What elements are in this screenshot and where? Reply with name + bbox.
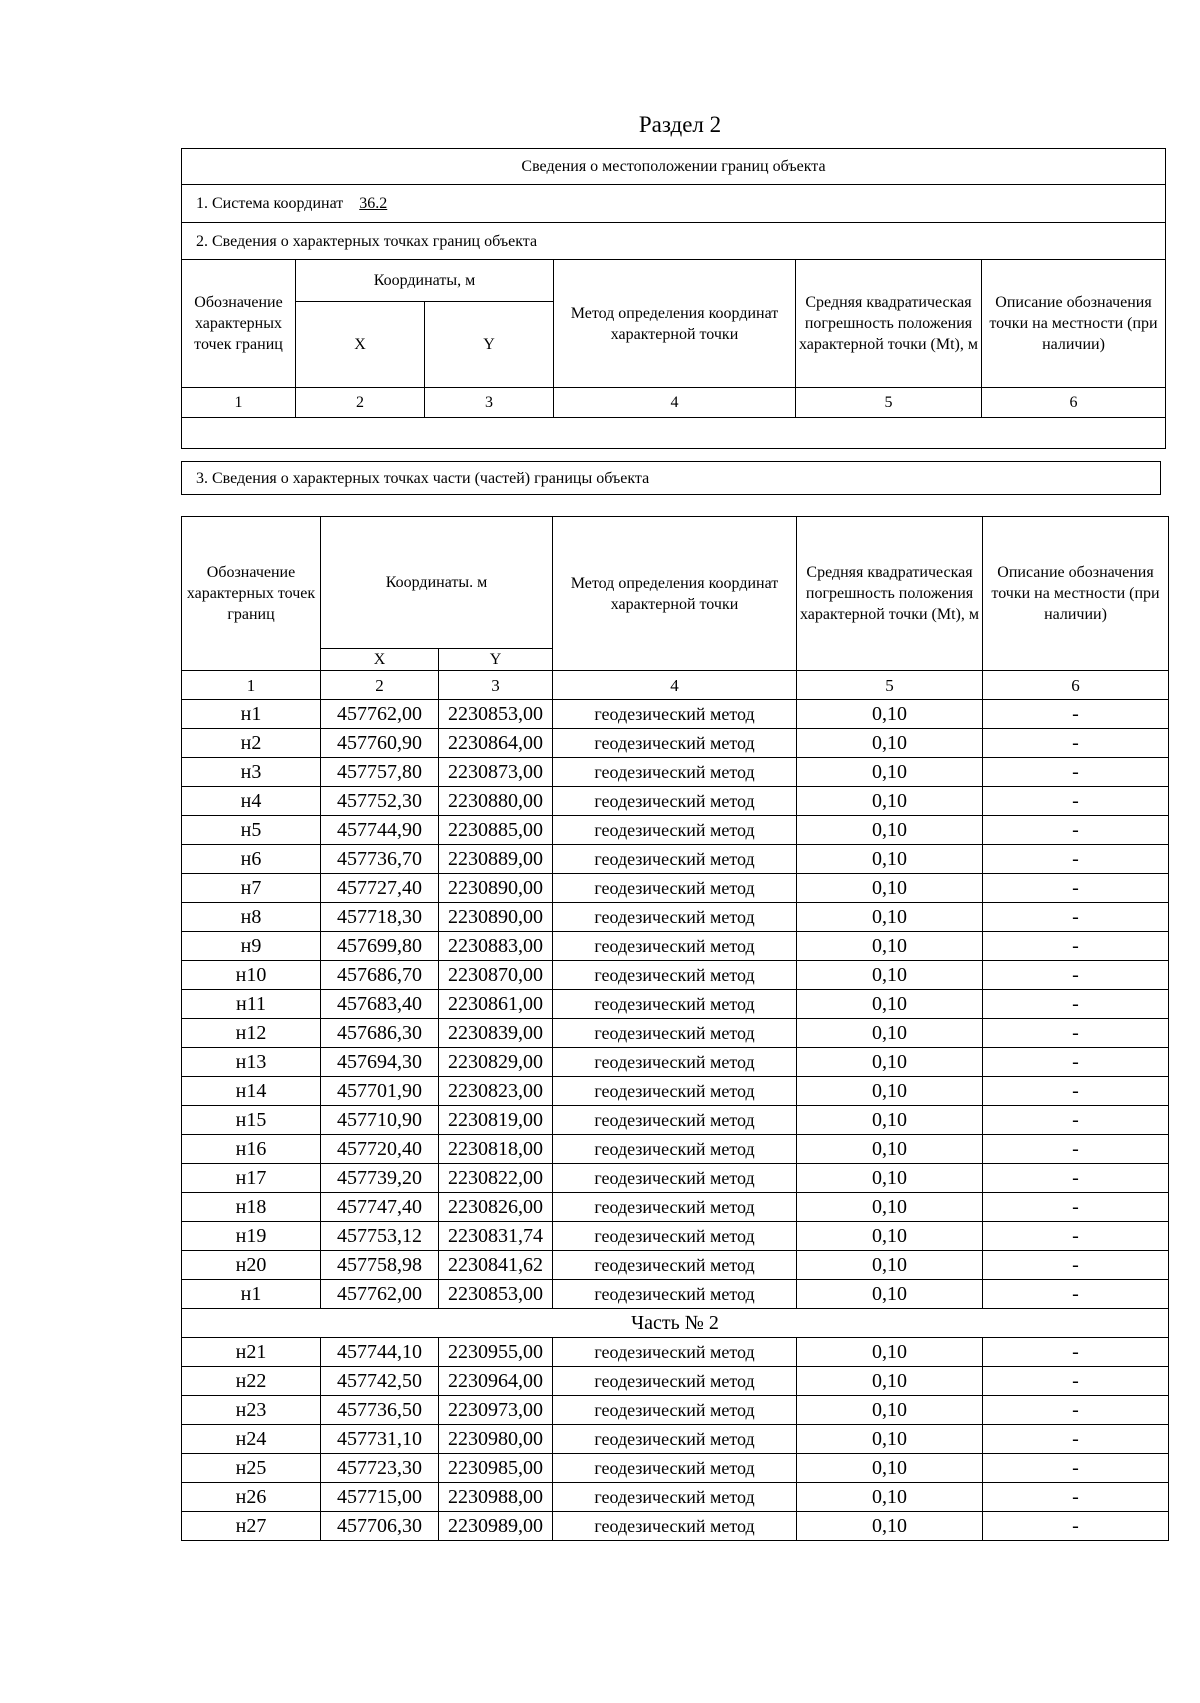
point-designation: н27 xyxy=(182,1512,321,1541)
header-description: Описание обозначения точки на местности (при наличии) xyxy=(983,517,1169,671)
point-designation: н17 xyxy=(182,1164,321,1193)
point-designation: н1 xyxy=(182,1280,321,1309)
error-value: 0,10 xyxy=(797,932,983,961)
table-row xyxy=(182,1483,1169,1512)
method: геодезический метод xyxy=(553,1425,797,1454)
error-value: 0,10 xyxy=(797,903,983,932)
point-designation: н19 xyxy=(182,1222,321,1251)
error-value: 0,10 xyxy=(797,1280,983,1309)
coord-x: 457731,10 xyxy=(321,1425,439,1454)
method: геодезический метод xyxy=(553,1280,797,1309)
description: - xyxy=(983,1048,1169,1077)
point-designation: н6 xyxy=(182,845,321,874)
table-row xyxy=(182,729,1169,758)
coord-x: 457686,30 xyxy=(321,1019,439,1048)
description: - xyxy=(983,1396,1169,1425)
point-designation: н23 xyxy=(182,1396,321,1425)
table-row xyxy=(182,1425,1169,1454)
coord-x: 457736,50 xyxy=(321,1396,439,1425)
coord-y: 2230823,00 xyxy=(439,1077,553,1106)
method: геодезический метод xyxy=(553,932,797,961)
point-designation: н13 xyxy=(182,1048,321,1077)
point-designation: н8 xyxy=(182,903,321,932)
description: - xyxy=(983,845,1169,874)
part-title: Часть № 2 xyxy=(182,1309,1169,1338)
coord-x: 457758,98 xyxy=(321,1251,439,1280)
description: - xyxy=(983,1164,1169,1193)
description: - xyxy=(983,1338,1169,1367)
error-value: 0,10 xyxy=(797,1106,983,1135)
coord-y: 2230819,00 xyxy=(439,1106,553,1135)
description: - xyxy=(983,1222,1169,1251)
point-designation: н25 xyxy=(182,1454,321,1483)
coordinate-system-value: 36.2 xyxy=(359,195,388,212)
coord-x: 457699,80 xyxy=(321,932,439,961)
boundary-location-table xyxy=(181,148,1166,449)
empty-row xyxy=(182,418,1166,449)
header-designation: Обозначение характерных точек границ xyxy=(182,517,321,671)
method: геодезический метод xyxy=(553,1135,797,1164)
table-row xyxy=(182,874,1169,903)
coord-x: 457710,90 xyxy=(321,1106,439,1135)
method: геодезический метод xyxy=(553,1396,797,1425)
col-number: 3 xyxy=(439,671,553,700)
description: - xyxy=(983,700,1169,729)
description: - xyxy=(983,1454,1169,1483)
table-row xyxy=(182,1135,1169,1164)
method: геодезический метод xyxy=(553,1454,797,1483)
header-x: X xyxy=(321,649,439,671)
description: - xyxy=(983,1512,1169,1541)
description: - xyxy=(983,1483,1169,1512)
method: геодезический метод xyxy=(553,990,797,1019)
col-number: 1 xyxy=(182,671,321,700)
error-value: 0,10 xyxy=(797,1135,983,1164)
table-row xyxy=(182,700,1169,729)
coord-x: 457762,00 xyxy=(321,1280,439,1309)
error-value: 0,10 xyxy=(797,729,983,758)
error-value: 0,10 xyxy=(797,961,983,990)
col-number: 6 xyxy=(983,671,1169,700)
method: геодезический метод xyxy=(553,729,797,758)
table-row xyxy=(182,903,1169,932)
description: - xyxy=(983,1019,1169,1048)
coord-x: 457742,50 xyxy=(321,1367,439,1396)
header-error: Средняя квадратическая погрешность положения характерной точки (Mt), м xyxy=(796,260,982,388)
coord-x: 457747,40 xyxy=(321,1193,439,1222)
error-value: 0,10 xyxy=(797,1338,983,1367)
header-error: Средняя квадратическая погрешность положения характерной точки (Mt), м xyxy=(797,517,983,671)
method: геодезический метод xyxy=(553,1019,797,1048)
method: геодезический метод xyxy=(553,961,797,990)
header-y: Y xyxy=(425,302,554,388)
table-row xyxy=(182,1338,1169,1367)
coord-y: 2230826,00 xyxy=(439,1193,553,1222)
header-description: Описание обозначения точки на местности (при наличии) xyxy=(982,260,1166,388)
table-row xyxy=(182,1193,1169,1222)
coord-x: 457744,10 xyxy=(321,1338,439,1367)
error-value: 0,10 xyxy=(797,1512,983,1541)
coord-x: 457723,30 xyxy=(321,1454,439,1483)
table-row xyxy=(182,1106,1169,1135)
coord-x: 457760,90 xyxy=(321,729,439,758)
coord-y: 2230853,00 xyxy=(439,1280,553,1309)
section-title xyxy=(0,112,1200,138)
coord-y: 2230955,00 xyxy=(439,1338,553,1367)
description: - xyxy=(983,874,1169,903)
coord-y: 2230829,00 xyxy=(439,1048,553,1077)
coord-y: 2230889,00 xyxy=(439,845,553,874)
table-row xyxy=(182,787,1169,816)
method: геодезический метод xyxy=(553,816,797,845)
point-designation: н3 xyxy=(182,758,321,787)
col-number: 5 xyxy=(796,388,982,418)
table-row xyxy=(182,1280,1169,1309)
coord-x: 457706,30 xyxy=(321,1512,439,1541)
error-value: 0,10 xyxy=(797,1077,983,1106)
point-designation: н20 xyxy=(182,1251,321,1280)
error-value: 0,10 xyxy=(797,1048,983,1077)
coord-y: 2230873,00 xyxy=(439,758,553,787)
method: геодезический метод xyxy=(553,903,797,932)
method: геодезический метод xyxy=(553,845,797,874)
col-number: 5 xyxy=(797,671,983,700)
part-points-heading: 3. Сведения о характерных точках части (частей) границы объекта xyxy=(181,461,1161,495)
col-number: 4 xyxy=(553,671,797,700)
table-row xyxy=(182,1367,1169,1396)
coord-x: 457752,30 xyxy=(321,787,439,816)
coord-x: 457683,40 xyxy=(321,990,439,1019)
coord-y: 2230883,00 xyxy=(439,932,553,961)
coord-y: 2230973,00 xyxy=(439,1396,553,1425)
error-value: 0,10 xyxy=(797,874,983,903)
coord-y: 2230980,00 xyxy=(439,1425,553,1454)
method: геодезический метод xyxy=(553,1164,797,1193)
coord-y: 2230818,00 xyxy=(439,1135,553,1164)
coordinate-system-label: 1. Система координат xyxy=(196,195,344,212)
table-row xyxy=(182,1454,1169,1483)
description: - xyxy=(983,1193,1169,1222)
method: геодезический метод xyxy=(553,1193,797,1222)
coord-x: 457739,20 xyxy=(321,1164,439,1193)
header-designation: Обозначение характерных точек границ xyxy=(182,260,296,388)
coord-y: 2230985,00 xyxy=(439,1454,553,1483)
point-designation: н24 xyxy=(182,1425,321,1454)
header-y: Y xyxy=(439,649,553,671)
coord-x: 457720,40 xyxy=(321,1135,439,1164)
part-points-rows xyxy=(182,700,1169,1541)
coord-x: 457744,90 xyxy=(321,816,439,845)
description: - xyxy=(983,1367,1169,1396)
coord-y: 2230831,74 xyxy=(439,1222,553,1251)
error-value: 0,10 xyxy=(797,1396,983,1425)
error-value: 0,10 xyxy=(797,845,983,874)
method: геодезический метод xyxy=(553,1251,797,1280)
coord-x: 457686,70 xyxy=(321,961,439,990)
description: - xyxy=(983,787,1169,816)
point-designation: н10 xyxy=(182,961,321,990)
method: геодезический метод xyxy=(553,1338,797,1367)
coord-y: 2230822,00 xyxy=(439,1164,553,1193)
coord-x: 457757,80 xyxy=(321,758,439,787)
point-designation: н16 xyxy=(182,1135,321,1164)
description: - xyxy=(983,1135,1169,1164)
error-value: 0,10 xyxy=(797,1367,983,1396)
error-value: 0,10 xyxy=(797,1425,983,1454)
table-row xyxy=(182,816,1169,845)
description: - xyxy=(983,758,1169,787)
description: - xyxy=(983,1106,1169,1135)
col-number: 2 xyxy=(296,388,425,418)
coord-x: 457736,70 xyxy=(321,845,439,874)
error-value: 0,10 xyxy=(797,1251,983,1280)
col-number: 1 xyxy=(182,388,296,418)
table-row xyxy=(182,961,1169,990)
coord-y: 2230853,00 xyxy=(439,700,553,729)
point-designation: н22 xyxy=(182,1367,321,1396)
section-title-text: Раздел 2 xyxy=(638,112,722,137)
point-designation: н2 xyxy=(182,729,321,758)
point-designation: н1 xyxy=(182,700,321,729)
coord-x: 457701,90 xyxy=(321,1077,439,1106)
coordinate-system-row xyxy=(182,185,1166,223)
method: геодезический метод xyxy=(553,874,797,903)
boundary-location-heading: Сведения о местоположении границ объекта xyxy=(182,149,1166,185)
table-row xyxy=(182,1164,1169,1193)
error-value: 0,10 xyxy=(797,816,983,845)
header-coordinates: Координаты. м xyxy=(321,517,553,649)
description: - xyxy=(983,1251,1169,1280)
header-x: X xyxy=(296,302,425,388)
coord-y: 2230964,00 xyxy=(439,1367,553,1396)
point-designation: н4 xyxy=(182,787,321,816)
part-title-row xyxy=(182,1309,1169,1338)
point-designation: н14 xyxy=(182,1077,321,1106)
coord-y: 2230885,00 xyxy=(439,816,553,845)
coord-x: 457715,00 xyxy=(321,1483,439,1512)
table-row xyxy=(182,932,1169,961)
point-designation: н7 xyxy=(182,874,321,903)
point-designation: н5 xyxy=(182,816,321,845)
method: геодезический метод xyxy=(553,787,797,816)
header-method: Метод определения координат характерной точки xyxy=(553,517,797,671)
description: - xyxy=(983,1425,1169,1454)
col-number: 4 xyxy=(554,388,796,418)
point-designation: н26 xyxy=(182,1483,321,1512)
table-row xyxy=(182,1077,1169,1106)
point-designation: н11 xyxy=(182,990,321,1019)
coord-y: 2230870,00 xyxy=(439,961,553,990)
point-designation: н18 xyxy=(182,1193,321,1222)
coord-y: 2230988,00 xyxy=(439,1483,553,1512)
part-points-table xyxy=(181,516,1169,1541)
table-row xyxy=(182,1222,1169,1251)
description: - xyxy=(983,961,1169,990)
coord-y: 2230864,00 xyxy=(439,729,553,758)
method: геодезический метод xyxy=(553,1483,797,1512)
table-row xyxy=(182,758,1169,787)
coord-x: 457753,12 xyxy=(321,1222,439,1251)
error-value: 0,10 xyxy=(797,758,983,787)
table-row xyxy=(182,1512,1169,1541)
method: геодезический метод xyxy=(553,1367,797,1396)
coord-y: 2230841,62 xyxy=(439,1251,553,1280)
error-value: 0,10 xyxy=(797,990,983,1019)
points-heading: 2. Сведения о характерных точках границ объекта xyxy=(182,223,1166,260)
coord-x: 457718,30 xyxy=(321,903,439,932)
error-value: 0,10 xyxy=(797,1454,983,1483)
col-number: 2 xyxy=(321,671,439,700)
error-value: 0,10 xyxy=(797,700,983,729)
coord-y: 2230989,00 xyxy=(439,1512,553,1541)
description: - xyxy=(983,816,1169,845)
point-designation: н9 xyxy=(182,932,321,961)
error-value: 0,10 xyxy=(797,1483,983,1512)
error-value: 0,10 xyxy=(797,1193,983,1222)
table-row xyxy=(182,1396,1169,1425)
point-designation: н12 xyxy=(182,1019,321,1048)
table-row xyxy=(182,1251,1169,1280)
coord-y: 2230861,00 xyxy=(439,990,553,1019)
point-designation: н15 xyxy=(182,1106,321,1135)
table-row xyxy=(182,990,1169,1019)
error-value: 0,10 xyxy=(797,1222,983,1251)
col-number: 6 xyxy=(982,388,1166,418)
method: геодезический метод xyxy=(553,758,797,787)
header-coordinates: Координаты, м xyxy=(296,260,554,302)
description: - xyxy=(983,990,1169,1019)
error-value: 0,10 xyxy=(797,787,983,816)
header-method: Метод определения координат характерной точки xyxy=(554,260,796,388)
point-designation: н21 xyxy=(182,1338,321,1367)
method: геодезический метод xyxy=(553,1077,797,1106)
table-row xyxy=(182,1048,1169,1077)
table-row xyxy=(182,1019,1169,1048)
method: геодезический метод xyxy=(553,1048,797,1077)
description: - xyxy=(983,729,1169,758)
coord-x: 457694,30 xyxy=(321,1048,439,1077)
coord-x: 457762,00 xyxy=(321,700,439,729)
method: геодезический метод xyxy=(553,1222,797,1251)
method: геодезический метод xyxy=(553,1106,797,1135)
description: - xyxy=(983,1280,1169,1309)
error-value: 0,10 xyxy=(797,1164,983,1193)
description: - xyxy=(983,932,1169,961)
coord-y: 2230890,00 xyxy=(439,903,553,932)
coord-y: 2230880,00 xyxy=(439,787,553,816)
coord-y: 2230839,00 xyxy=(439,1019,553,1048)
description: - xyxy=(983,1077,1169,1106)
col-number: 3 xyxy=(425,388,554,418)
error-value: 0,10 xyxy=(797,1019,983,1048)
method: геодезический метод xyxy=(553,1512,797,1541)
description: - xyxy=(983,903,1169,932)
coord-x: 457727,40 xyxy=(321,874,439,903)
method: геодезический метод xyxy=(553,700,797,729)
coord-y: 2230890,00 xyxy=(439,874,553,903)
table-row xyxy=(182,845,1169,874)
